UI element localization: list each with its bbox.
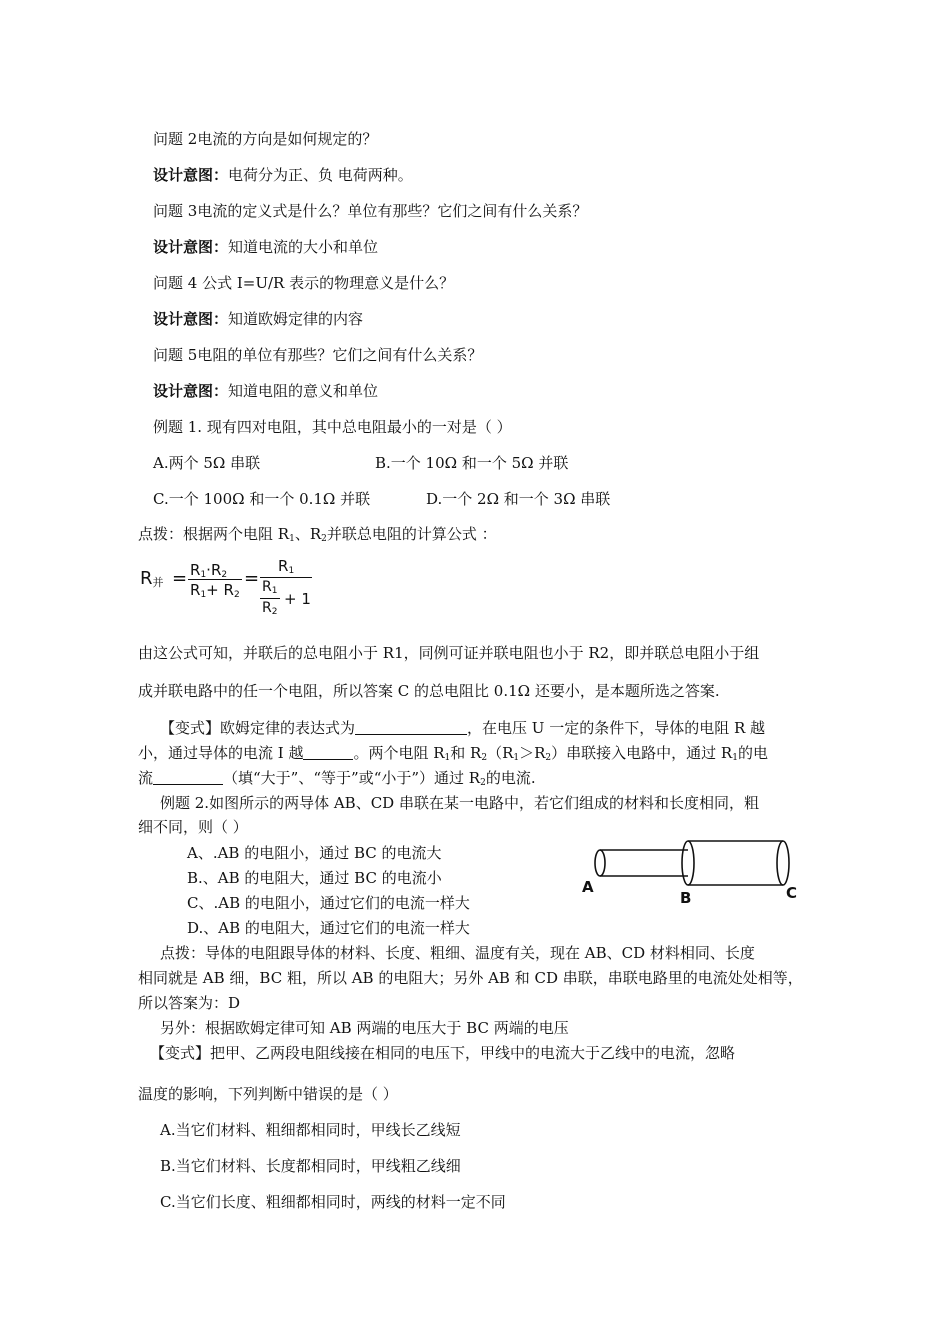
example-2-option-a: A、.AB 的电阻小，通过 BC 的电流大 <box>187 844 442 862</box>
junction-ellipse <box>682 841 694 885</box>
example-1-stem: 例题 1. 现有四对电阻，其中总电阻最小的一对是（ ） <box>153 418 512 436</box>
hint-2-line-1: 点拨：导体的电阻跟导体的材料、长度、粗细、温度有关，现在 AB、CD 材料相同、长度 <box>160 944 755 962</box>
label-b: B <box>680 889 692 907</box>
fraction-bar <box>188 579 242 580</box>
hint-1: 点拨：根据两个电阻 $R_1$、$R_2$并联总电阻的计算公式 ： <box>138 525 497 544</box>
variant-2-option-c: C.当它们长度、粗细都相同时，两线的材料一定不同 <box>160 1193 506 1211</box>
variant-2-line-1: 【变式】把甲、乙两段电阻线接在相同的电压下，甲线中的电流大于乙线中的电流，忽略 <box>150 1044 736 1062</box>
fraction-bar <box>260 598 280 599</box>
hint-2-line-2: 相同就是 AB 细，BC 粗，所以 AB 的电阻大；另外 AB 和 CD 串联，串联电路里的电流处处相等， <box>138 969 803 987</box>
example-1-option-b: B.一个 10Ω 和一个 5Ω 并联 <box>375 454 569 472</box>
example-1-option-d: D.一个 2Ω 和一个 3Ω 串联 <box>426 490 611 508</box>
thick-conductor-body <box>688 841 783 885</box>
example-2-stem-2: 细不同，则（ ） <box>138 818 248 836</box>
variant-1-line-3: 流 （填“大于”、“等于”或“小于”）通过 $R_2$的电流. <box>138 769 536 788</box>
question-3: 问题 3电流的定义式是什么？单位有那些？它们之间有什么关系？ <box>153 202 588 220</box>
answer-blank[interactable] <box>355 720 467 735</box>
label-a: A <box>582 878 594 896</box>
label-c: C <box>786 884 798 902</box>
example-2-option-d: D.、AB 的电阻大，通过它们的电流一样大 <box>187 919 470 937</box>
fraction-bar <box>260 577 312 578</box>
conclusion-line-2: 成并联电路中的任一个电阻，所以答案 C 的总电阻比 0.1Ω 还要小，是本题所选之答案. <box>138 682 720 700</box>
variant-1-line-1: 【变式】欧姆定律的表达式为 ，在电压 U 一定的条件下，导体的电阻 R 越 <box>160 719 766 737</box>
variant-2-option-b: B.当它们材料、长度都相同时，甲线粗乙线细 <box>160 1157 461 1175</box>
variant-2-line-2: 温度的影响，下列判断中错误的是（ ） <box>138 1085 398 1103</box>
thick-conductor-end <box>777 841 789 885</box>
answer-blank[interactable] <box>303 745 353 760</box>
example-2-option-b: B.、AB 的电阻大，通过 BC 的电流小 <box>187 869 442 887</box>
design-intent-2: 设计意图：电荷分为正、负 电荷两种。 <box>153 166 413 184</box>
hint-2-line-3: 所以答案为：D <box>138 994 241 1012</box>
design-intent-5: 设计意图：知道电阻的意义和单位 <box>153 382 379 400</box>
parallel-resistance-formula: $R_并$ = $R_1\cdot R_2$ $R_1+ R_2$ = $R_1$ $R_1$ $R_2$ + 1 <box>140 557 311 617</box>
variant-2-option-a: A.当它们材料、粗细都相同时，甲线长乙线短 <box>160 1121 461 1139</box>
question-5: 问题 5电阻的单位有那些？它们之间有什么关系？ <box>153 346 483 364</box>
conductor-diagram <box>578 832 808 910</box>
extra-note: 另外：根据欧姆定律可知 AB 两端的电压大于 BC 两端的电压 <box>160 1019 569 1037</box>
design-intent-4: 设计意图：知道欧姆定律的内容 <box>153 310 364 328</box>
answer-blank[interactable] <box>153 770 223 785</box>
design-intent-3: 设计意图：知道电流的大小和单位 <box>153 238 379 256</box>
example-2-option-c: C、.AB 的电阻小，通过它们的电流一样大 <box>187 894 470 912</box>
conclusion-line-1: 由这公式可知，并联后的总电阻小于 R1，同例可证并联电阻也小于 R2，即并联总电阻小于组 <box>138 644 760 662</box>
example-1-option-c: C.一个 100Ω 和一个 0.1Ω 并联 <box>153 490 371 508</box>
example-2-stem-1: 例题 2.如图所示的两导体 AB、CD 串联在某一电路中，若它们组成的材料和长度相同，粗 <box>160 794 759 812</box>
example-1-option-a: A.两个 5Ω 串联 <box>153 454 261 472</box>
thin-conductor-body <box>600 850 688 876</box>
variant-1-line-2: 小，通过导体的电流 I 越 。两个电阻 $R_1$和 $R_2(R_1>R_2)$串联接入电路中，通过 $R_1$的电 <box>138 744 768 763</box>
question-4: 问题 4 公式 I=U/R 表示的物理意义是什么？ <box>153 274 455 292</box>
question-2: 问题 2电流的方向是如何规定的？ <box>153 130 378 148</box>
thin-conductor-end <box>595 850 605 876</box>
